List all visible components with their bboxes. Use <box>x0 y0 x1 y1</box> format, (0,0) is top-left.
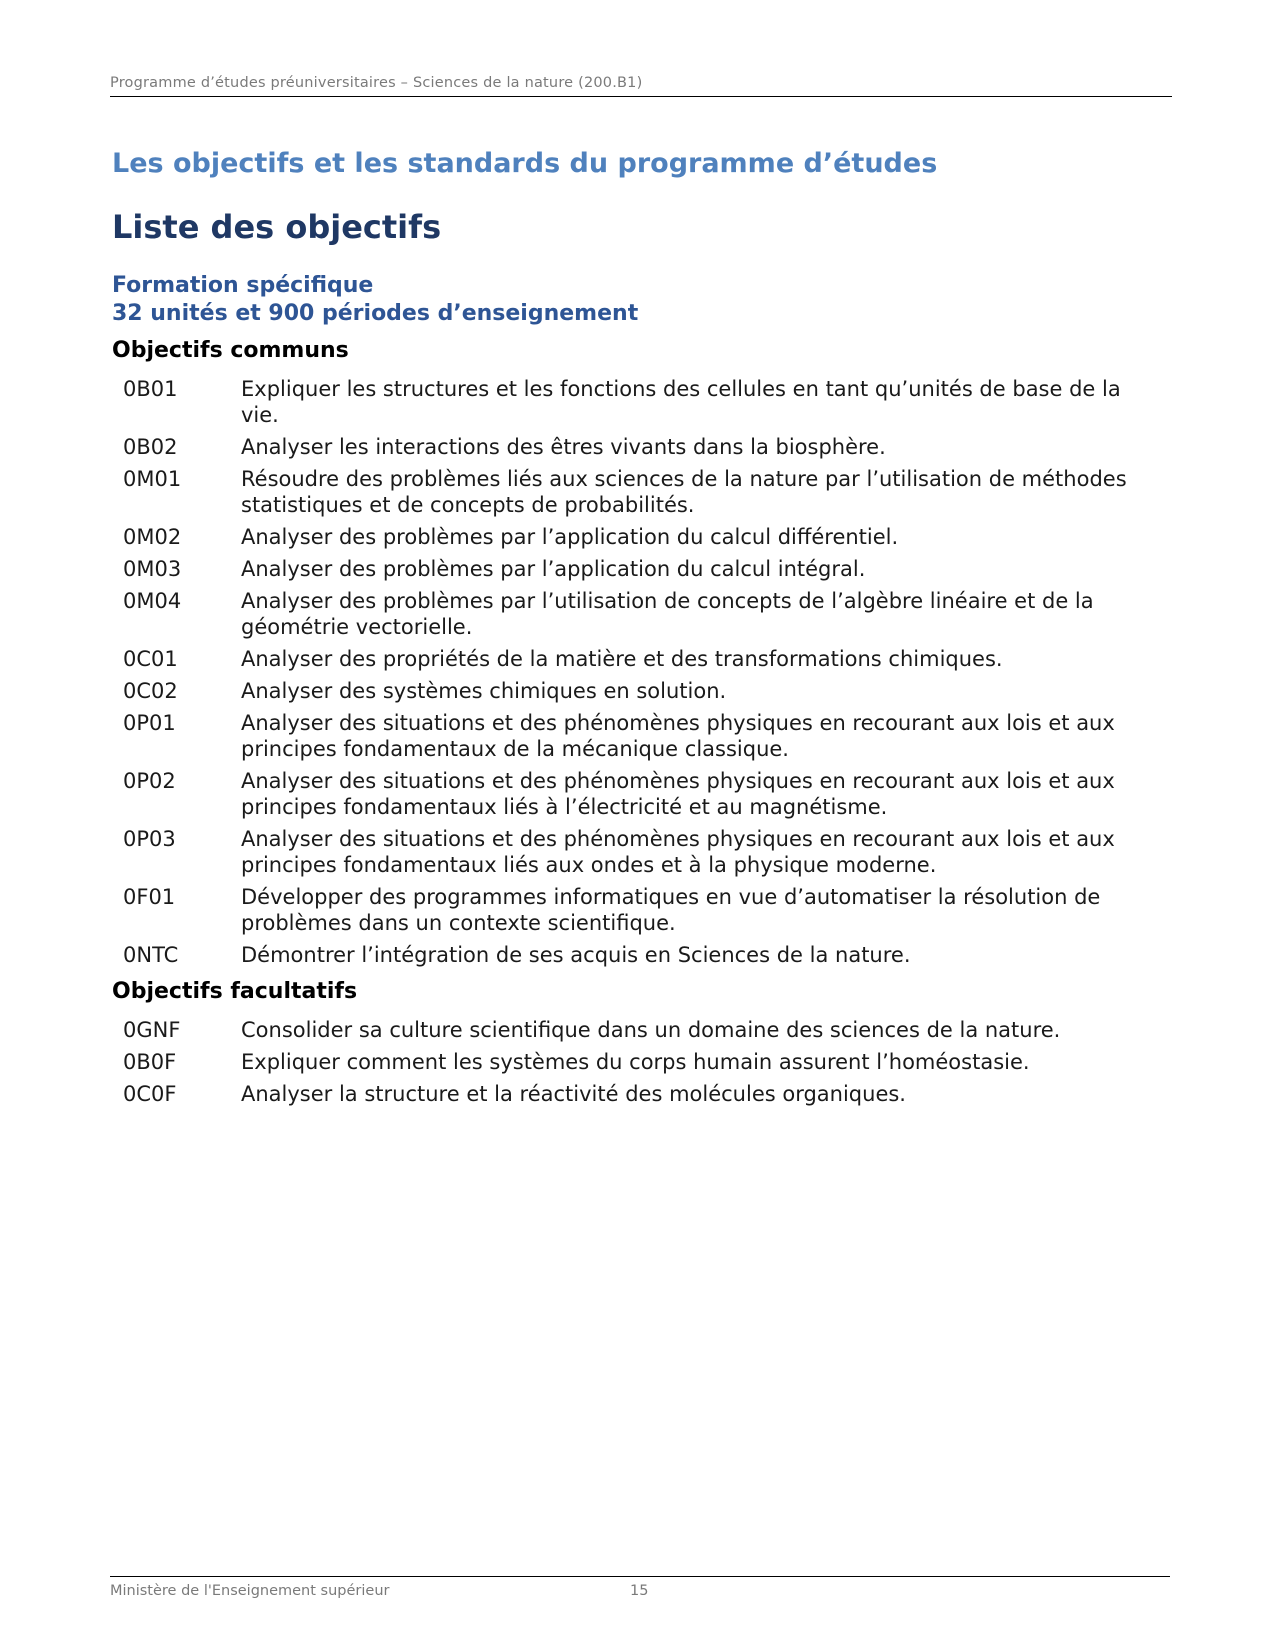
objective-row <box>123 376 1163 428</box>
objective-text: Analyser des propriétés de la matière et des transformations chimiques. <box>241 647 1003 671</box>
objective-text: Analyser les interactions des êtres vivants dans la biosphère. <box>241 435 886 459</box>
objective-text: Analyser des situations et des phénomènes physiques en recourant aux lois et aux principes fondamentaux de la mécanique classique. <box>241 711 1115 761</box>
objective-text: Résoudre des problèmes liés aux sciences de la nature par l’utilisation de méthodes statistiques et de concepts de probabilités. <box>241 467 1127 517</box>
objective-row <box>123 710 1163 762</box>
objective-code: 0M03 <box>123 557 182 581</box>
objective-code: 0P03 <box>123 827 176 851</box>
objective-code: 0GNF <box>123 1018 181 1042</box>
header-rule <box>110 96 1172 97</box>
communs-heading: Objectifs communs <box>112 338 349 363</box>
footer-rule <box>110 1576 1170 1577</box>
objective-text: Analyser des systèmes chimiques en solution. <box>241 679 727 703</box>
objective-text: Démontrer l’intégration de ses acquis en Sciences de la nature. <box>241 943 911 967</box>
objective-text: Analyser la structure et la réactivité des molécules organiques. <box>241 1082 906 1106</box>
objective-code: 0NTC <box>123 943 179 967</box>
objective-text: Analyser des situations et des phénomènes physiques en recourant aux lois et aux principes fondamentaux liés aux ondes et à la physique moderne. <box>241 827 1115 877</box>
objective-code: 0C01 <box>123 647 178 671</box>
objective-row <box>123 646 1163 672</box>
objective-row <box>123 826 1163 878</box>
objective-row <box>123 466 1163 518</box>
objective-row <box>123 1017 1163 1043</box>
facultatifs-heading: Objectifs facultatifs <box>112 979 358 1004</box>
section-title: Les objectifs et les standards du programme d’études <box>112 148 938 179</box>
communs-list <box>123 376 1163 974</box>
objective-code: 0P01 <box>123 711 176 735</box>
formation-units: 32 unités et 900 périodes d’enseignement <box>112 301 639 326</box>
page-title: Liste des objectifs <box>112 208 442 246</box>
objective-row <box>123 884 1163 936</box>
objective-row <box>123 588 1163 640</box>
formation-title: Formation spécifique <box>112 273 374 298</box>
objective-text: Expliquer comment les systèmes du corps humain assurent l’homéostasie. <box>241 1050 1030 1074</box>
objective-code: 0P02 <box>123 769 176 793</box>
objective-text: Analyser des problèmes par l’application du calcul différentiel. <box>241 525 899 549</box>
objective-text: Analyser des situations et des phénomènes physiques en recourant aux lois et aux principes fondamentaux liés à l’électricité et au magnétisme. <box>241 769 1115 819</box>
objective-text: Expliquer les structures et les fonctions des cellules en tant qu’unités de base de la vie. <box>241 377 1121 427</box>
objective-row <box>123 678 1163 704</box>
objective-text: Développer des programmes informatiques en vue d’automatiser la résolution de problèmes dans un contexte scientifique. <box>241 885 1101 935</box>
objective-row <box>123 556 1163 582</box>
objective-code: 0B0F <box>123 1050 177 1074</box>
objective-row <box>123 942 1163 968</box>
objective-code: 0M02 <box>123 525 182 549</box>
objective-row <box>123 1049 1163 1075</box>
objective-row <box>123 1081 1163 1107</box>
formation-block <box>112 272 638 328</box>
objective-row <box>123 768 1163 820</box>
running-header: Programme d’études préuniversitaires – Sciences de la nature (200.B1) <box>110 75 643 91</box>
objective-row <box>123 434 1163 460</box>
objective-text: Analyser des problèmes par l’utilisation de concepts de l’algèbre linéaire et de la géométrie vectorielle. <box>241 589 1094 639</box>
objective-code: 0M04 <box>123 589 182 613</box>
objective-text: Consolider sa culture scientifique dans un domaine des sciences de la nature. <box>241 1018 1061 1042</box>
objective-code: 0M01 <box>123 467 182 491</box>
page-number: 15 <box>630 1583 649 1599</box>
objective-code: 0B02 <box>123 435 178 459</box>
footer-ministry: Ministère de l'Enseignement supérieur <box>110 1583 390 1599</box>
facultatifs-list <box>123 1017 1163 1113</box>
objective-code: 0C02 <box>123 679 178 703</box>
objective-code: 0C0F <box>123 1082 177 1106</box>
objective-code: 0F01 <box>123 885 176 909</box>
objective-code: 0B01 <box>123 377 178 401</box>
objective-text: Analyser des problèmes par l’application du calcul intégral. <box>241 557 866 581</box>
objective-row <box>123 524 1163 550</box>
